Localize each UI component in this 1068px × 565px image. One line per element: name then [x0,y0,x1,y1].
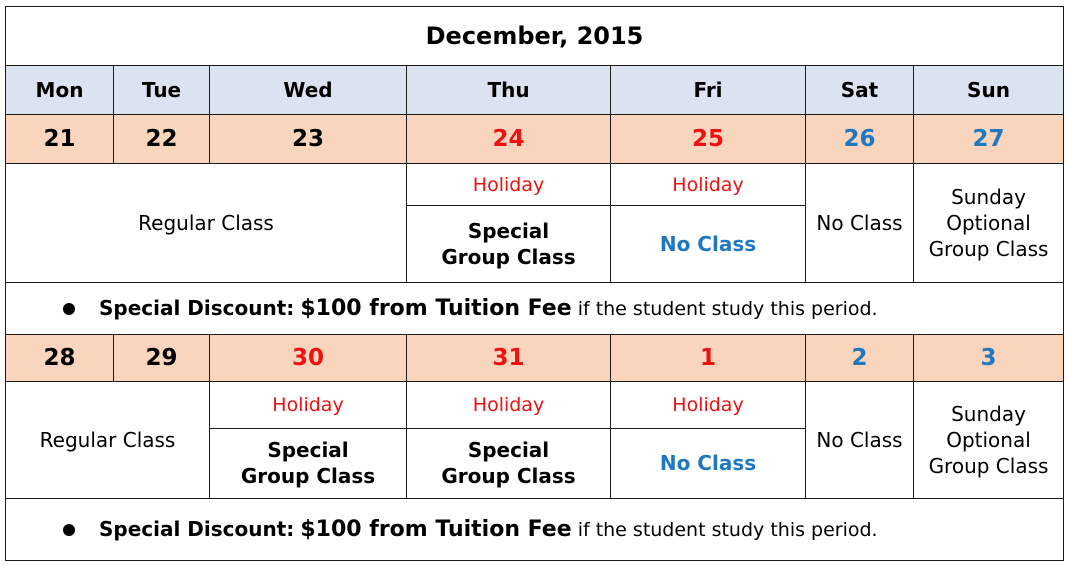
special-line: Special [467,438,550,463]
holiday-label: Holiday [407,381,611,428]
date-cell: 21 [6,115,114,164]
special-group-class-cell [407,428,611,498]
sunday-line: Optional [946,427,1031,452]
date-cell: 23 [210,115,407,164]
date-cell: 22 [114,115,210,164]
weekday-sun: Sun [914,66,1064,115]
special-line: Special [467,219,550,244]
date-cell-weekend: 2 [806,334,914,381]
special-line: Group Class [441,464,576,489]
calendar-title: December, 2015 [6,7,1064,66]
regular-class-cell: Regular Class [6,164,407,283]
special-group-class-cell [407,206,611,283]
no-class-fri-cell: No Class [611,206,806,283]
regular-class-cell: Regular Class [6,381,210,498]
discount-note [6,283,1064,334]
weekday-mon: Mon [6,66,114,115]
date-cell-weekend: 3 [914,334,1064,381]
sunday-optional-cell [914,381,1064,498]
special-group-class-cell [210,428,407,498]
sunday-line: Sunday [951,401,1026,426]
no-class-cell: No Class [806,381,914,498]
special-line: Special [267,438,349,463]
special-line: Group Class [240,464,376,489]
no-class-cell: No Class [806,164,914,283]
date-cell-holiday: 30 [210,334,407,381]
holiday-label: Holiday [611,381,806,428]
weekday-header-row [6,66,1064,115]
date-cell-holiday: 25 [611,115,806,164]
discount-rest: if the student study this period. [577,297,878,320]
bullet-icon [63,303,75,315]
sunday-line: Group Class [928,237,1049,262]
date-cell-holiday: 1 [611,334,806,381]
discount-label: Special Discount: [99,516,295,541]
date-cell-weekend: 26 [806,115,914,164]
special-line: Group Class [441,245,576,270]
weekday-wed: Wed [210,66,407,115]
holiday-label: Holiday [210,381,407,428]
sunday-line: Optional [946,211,1031,236]
discount-note [6,498,1064,560]
weekday-thu: Thu [407,66,611,115]
date-cell-holiday: 24 [407,115,611,164]
date-cell-weekend: 27 [914,115,1064,164]
weekday-sat: Sat [806,66,914,115]
discount-amount: $100 from Tuition Fee [300,516,572,542]
date-row-week2 [6,334,1064,381]
bullet-icon [63,524,75,536]
no-class-fri-cell: No Class [611,428,806,498]
discount-amount: $100 from Tuition Fee [300,295,572,321]
sunday-optional-cell [914,164,1064,283]
holiday-label: Holiday [611,164,806,206]
date-cell-holiday: 31 [407,334,611,381]
sunday-line: Sunday [951,185,1026,210]
sunday-line: Group Class [928,453,1049,478]
weekday-tue: Tue [114,66,210,115]
calendar-table [5,6,1064,561]
weekday-fri: Fri [611,66,806,115]
discount-label: Special Discount: [99,295,295,320]
holiday-label: Holiday [407,164,611,206]
discount-rest: if the student study this period. [577,518,878,541]
date-row-week1 [6,115,1064,164]
date-cell: 29 [114,334,210,381]
date-cell: 28 [6,334,114,381]
